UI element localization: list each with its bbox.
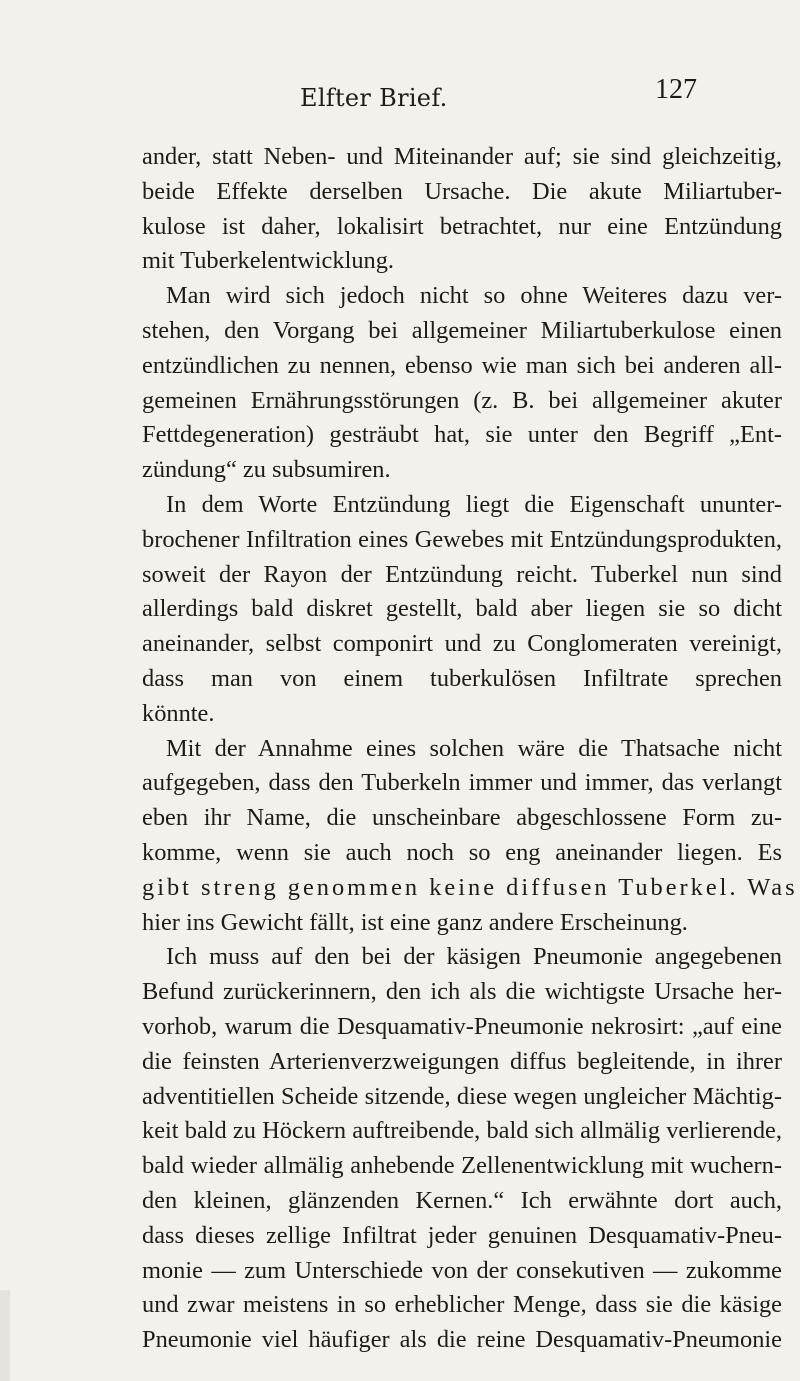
text-line: Man wird sich jedoch nicht so ohne Weiteres dazu ver- — [166, 282, 782, 310]
text-line: die feinsten Arterienverzweigungen diffus begleitende, in ihrer — [142, 1047, 782, 1075]
page-number: 127 — [655, 74, 697, 105]
text-line: kulose ist daher, lokalisirt betrachtet, nur eine Entzündung — [142, 212, 782, 240]
text-line: bald wieder allmälig anhebende Zellenentwicklung mit wuchern- — [142, 1152, 782, 1180]
text-line: aufgegeben, dass den Tuberkeln immer und immer, das verlangt — [142, 769, 782, 797]
text-line: ander, statt Neben- und Miteinander auf; sie sind gleichzeitig, — [142, 143, 782, 170]
text-line: mit Tuberkelentwicklung. — [142, 247, 395, 275]
page-edge-shadow — [0, 1290, 10, 1381]
text-line: entzündlichen zu nennen, ebenso wie man sich bei anderen all- — [142, 351, 782, 379]
text-line: stehen, den Vorgang bei allgemeiner Miliartuberkulose einen — [142, 316, 782, 344]
text-line: komme, wenn sie auch noch so eng aneinander liegen. Es — [142, 838, 782, 866]
running-title: Elfter Brief. — [300, 84, 448, 112]
text-line: Ich muss auf den bei der käsigen Pneumonie angegebenen — [166, 943, 782, 971]
text-line: den kleinen, glänzenden Kernen.“ Ich erwähnte dort auch, — [142, 1186, 782, 1214]
text-line: beide Effekte derselben Ursache. Die akute Miliartuber- — [142, 177, 782, 205]
text-line: allerdings bald diskret gestellt, bald aber liegen sie so dicht — [142, 595, 782, 623]
text-line: aneinander, selbst componirt und zu Conglomeraten vereinigt, — [142, 630, 782, 658]
text-line: brochener Infiltration eines Gewebes mit Entzündungsprodukten, — [142, 525, 782, 553]
text-line: dass man von einem tuberkulösen Infiltrate sprechen — [142, 664, 782, 692]
text-line: zündung“ zu subsumiren. — [142, 456, 391, 484]
text-line: Fettdegeneration) gesträubt hat, sie unter den Begriff „Ent- — [142, 421, 782, 449]
text-line: keit bald zu Höckern auftreibende, bald sich allmälig verlierende, — [142, 1117, 782, 1145]
text-line: In dem Worte Entzündung liegt die Eigenschaft ununter- — [166, 490, 782, 518]
text-line: gemeinen Ernährungsstörungen (z. B. bei allgemeiner akuter — [142, 386, 782, 414]
text-line: und zwar meistens in so erheblicher Menge, dass sie die käsige — [142, 1291, 782, 1319]
text-line: Befund zurückerinnern, den ich als die wichtigste Ursache her- — [142, 978, 782, 1006]
text-line: eben ihr Name, die unscheinbare abgeschlossene Form zu- — [142, 804, 782, 832]
text-line: Pneumonie viel häufiger als die reine Desquamativ-Pneumonie — [142, 1326, 782, 1354]
text-line: gibt streng genommen keine diffusen Tuberkel. Was — [142, 873, 798, 901]
text-line: Mit der Annahme eines solchen wäre die Thatsache nicht — [166, 734, 782, 762]
text-line: könnte. — [142, 699, 215, 727]
text-line: hier ins Gewicht fällt, ist eine ganz andere Erscheinung. — [142, 908, 688, 936]
text-line: soweit der Rayon der Entzündung reicht. Tuberkel nun sind — [142, 560, 782, 588]
text-line: vorhob, warum die Desquamativ-Pneumonie nekrosirt: „auf eine — [142, 1012, 782, 1040]
text-line: monie — zum Unterschiede von der consekutiven — zukomme — [142, 1256, 782, 1284]
text-line: dass dieses zellige Infiltrat jeder genuinen Desquamativ-Pneu- — [142, 1221, 782, 1249]
body-text — [142, 140, 798, 1358]
text-line: adventitiellen Scheide sitzende, diese wegen ungleicher Mächtig- — [142, 1082, 782, 1110]
